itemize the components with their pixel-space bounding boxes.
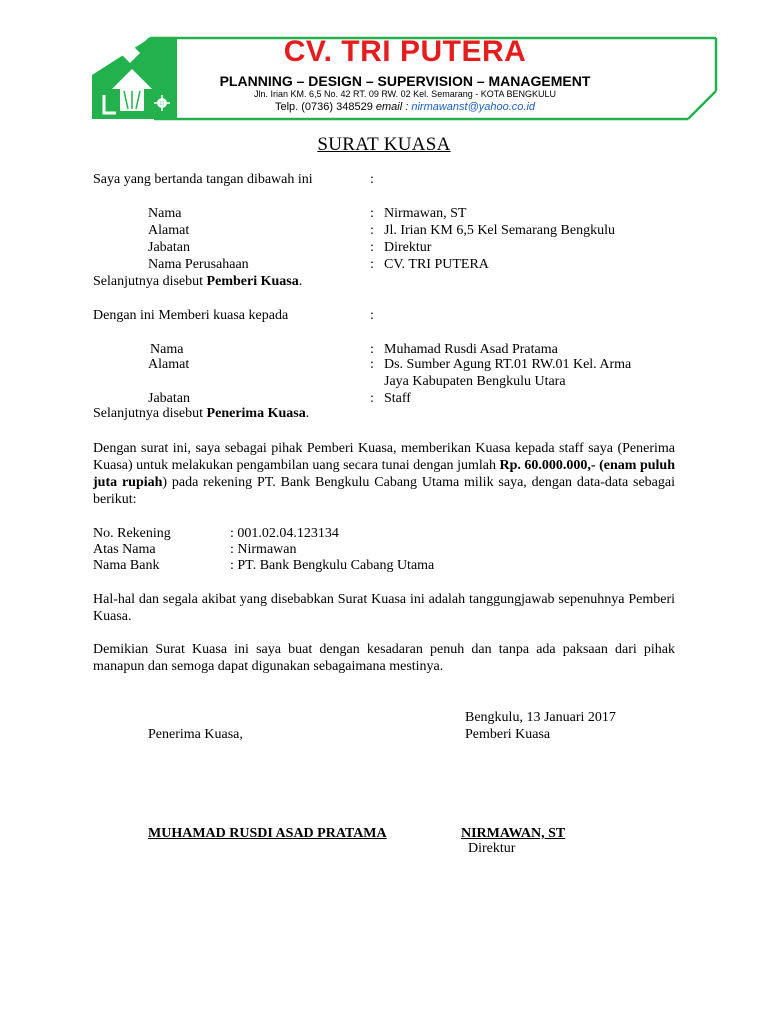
company-email[interactable]: nirmawanst@yahoo.co.id [411,101,536,113]
account-number-value: : 001.02.04.123134 [230,526,339,541]
grantor-address-label: Alamat [148,223,190,238]
grantor-signature-title: Direktur [468,841,516,856]
grantee-called-prefix: Selanjutnya disebut [93,406,207,421]
grantee-address-value-line2: Jaya Kabupaten Bengkulu Utara [384,374,566,389]
account-holder-label: Atas Nama [93,542,156,557]
document-title: SURAT KUASA [317,134,451,155]
body-paragraph-3: Demikian Surat Kuasa ini saya buat dengan kesadaran penuh dan tanpa ada paksaan dari pihak manapun dan semoga dapat digunakan sebagaimana mestinya. [93,642,675,674]
company-tagline: PLANNING – DESIGN – SUPERVISION – MANAGEMENT [219,73,591,89]
grantor-position-label: Jabatan [148,240,190,255]
grantee-address-value: Ds. Sumber Agung RT.01 RW.01 Kel. Arma [384,357,632,372]
grantor-address-value: Jl. Irian KM 6,5 Kel Semarang Bengkulu [384,223,615,238]
account-number-label: No. Rekening [93,526,171,541]
body-paragraph-1-part-b: ) pada rekening PT. Bank Bengkulu Cabang Utama milik saya, dengan data-data sebagai berikut: [93,475,675,507]
grantee-called-term: Penerima Kuasa [206,406,306,421]
grantee-name-colon: : [370,342,374,357]
grantee-address-label: Alamat [148,357,190,372]
letterhead [92,33,718,123]
intro-colon: : [370,172,374,187]
grantee-signature-name: MUHAMAD RUSDI ASAD PRATAMA [148,826,387,841]
grantee-name-label: Nama [150,342,184,357]
grantor-position-value: Direktur [384,240,432,255]
grantor-name-label: Nama [148,206,182,221]
grant-intro-text: Dengan ini Memberi kuasa kepada [93,308,289,323]
intro-text: Saya yang bertanda tangan dibawah ini [93,172,313,187]
grantor-name-colon: : [370,206,374,221]
grantor-address-colon: : [370,223,374,238]
grantee-position-colon: : [370,391,374,406]
bank-name-value: : PT. Bank Bengkulu Cabang Utama [230,558,435,573]
grantee-position-label: Jabatan [148,391,190,406]
grantee-name-value: Muhamad Rusdi Asad Pratama [384,342,558,357]
grantor-called-term: Pemberi Kuasa [206,274,299,289]
grantor-called [93,273,302,290]
email-label: email : [375,101,412,113]
company-contact [92,101,718,113]
account-holder-value: : Nirmawan [230,542,297,557]
grantor-company-value: CV. TRI PUTERA [384,257,489,272]
grantee-signature-role: Penerima Kuasa, [148,727,243,742]
grantor-called-prefix: Selanjutnya disebut [93,274,207,289]
body-paragraph-2: Hal-hal dan segala akibat yang disebabkan Surat Kuasa ini adalah tanggungjawab sepenuhnya Pemberi Kuasa. [93,592,675,624]
grantor-name-value: Nirmawan, ST [384,206,467,221]
grantee-called [93,405,309,422]
grantee-position-value: Staff [384,391,411,406]
grantor-signature-role: Pemberi Kuasa [465,727,551,742]
bank-name-label: Nama Bank [93,558,160,573]
body-paragraph-1-amount: Rp. 60.000.000,- (enam puluh juta rupiah [93,458,675,490]
grant-intro-colon: : [370,308,374,323]
grantor-position-colon: : [370,240,374,255]
grantor-signature-name: NIRMAWAN, ST [461,826,566,841]
grantee-address-colon: : [370,357,374,372]
body-paragraph-1-part-a: Dengan surat ini, saya sebagai pihak Pemberi Kuasa, memberikan Kuasa kepada staff saya (Penerima Kuasa) untuk melakukan pengambilan uang secara tunai dengan jumlah [93,441,675,473]
grantor-called-suffix: . [298,274,303,289]
grantor-company-label: Nama Perusahaan [148,257,249,272]
grantor-company-colon: : [370,257,374,272]
grantee-called-suffix: . [305,406,310,421]
body-paragraph-1 [93,440,675,508]
company-name: CV. TRI PUTERA [283,35,527,68]
company-phone: Telp. (0736) 348529 [274,101,376,113]
company-address: Jln. Irian KM. 6,5 No. 42 RT. 09 RW. 02 Kel. Semarang - KOTA BENGKULU [253,89,557,99]
place-date: Bengkulu, 13 Januari 2017 [465,710,616,725]
